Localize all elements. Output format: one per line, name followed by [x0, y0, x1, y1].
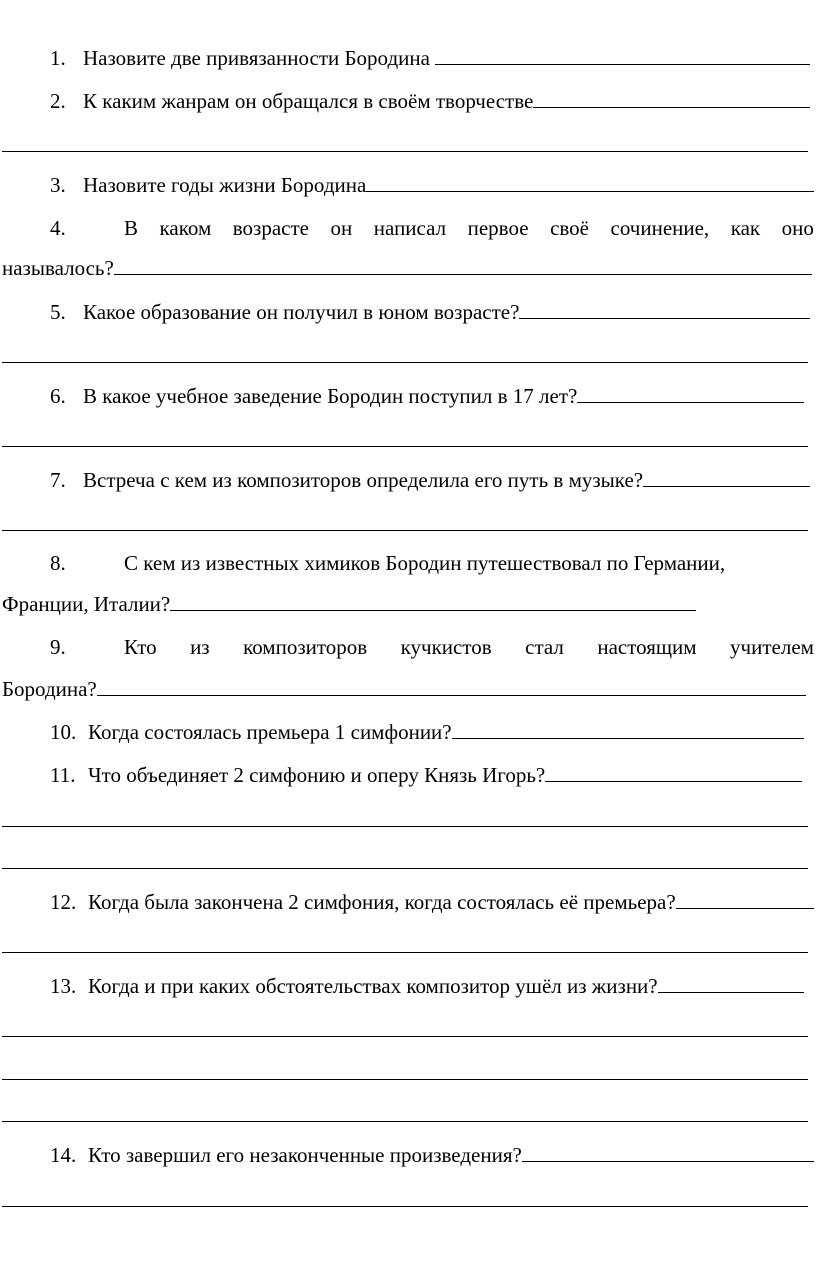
question-9-continued [0, 669, 816, 709]
question-text: К каким жанрам он обращался в своём творчестве [83, 89, 534, 113]
question-number: 6. [50, 384, 66, 408]
answer-field[interactable] [435, 38, 810, 65]
question-text: Встреча с кем из композиторов определила его путь в музыке? [83, 468, 644, 492]
question-2 [0, 81, 816, 121]
answer-field[interactable] [577, 376, 804, 403]
answer-line[interactable] [2, 530, 808, 531]
question-8-continued [0, 584, 816, 624]
question-number: 7. [50, 468, 66, 492]
answer-field[interactable] [114, 248, 812, 275]
question-12 [0, 882, 816, 922]
answer-field[interactable] [545, 755, 802, 782]
question-1 [0, 38, 816, 78]
answer-line[interactable] [2, 952, 808, 953]
question-10 [0, 712, 816, 752]
question-13 [0, 966, 816, 1006]
question-number: 14. [50, 1143, 77, 1167]
question-text: С кем из известных химиков Бородин путешествовал по Германии, [124, 551, 726, 575]
question-number: 9. [50, 635, 66, 659]
answer-line[interactable] [2, 1079, 808, 1080]
question-text: В каком возрасте он написал первое своё сочинение, как оно [124, 216, 814, 240]
answer-line[interactable] [2, 362, 808, 363]
answer-field[interactable] [519, 292, 810, 319]
question-4 [0, 208, 816, 248]
question-text: Какое образование он получил в юном возрасте? [83, 300, 520, 324]
question-number: 8. [50, 551, 66, 575]
answer-field[interactable] [643, 460, 810, 487]
question-text: Когда была закончена 2 симфония, когда состоялась её премьера? [88, 890, 676, 914]
question-text: В какое учебное заведение Бородин поступил в 17 лет? [83, 384, 578, 408]
answer-line[interactable] [2, 1036, 808, 1037]
question-number: 2. [50, 89, 66, 113]
answer-field[interactable] [97, 669, 806, 696]
answer-line[interactable] [2, 446, 808, 447]
answer-field[interactable] [452, 712, 804, 739]
question-5 [0, 292, 816, 332]
answer-field[interactable] [533, 81, 810, 108]
answer-line[interactable] [2, 1121, 808, 1122]
question-text-continued: называлось? [2, 256, 114, 280]
question-14 [0, 1135, 816, 1175]
question-text: Что объединяет 2 симфонию и оперу Князь Игорь? [88, 763, 546, 787]
question-number: 13. [50, 974, 77, 998]
question-number: 4. [50, 216, 66, 240]
question-11 [0, 755, 816, 795]
answer-field[interactable] [522, 1135, 814, 1162]
question-4-continued [0, 248, 816, 288]
question-9 [0, 627, 816, 667]
question-7 [0, 460, 816, 500]
answer-field[interactable] [366, 165, 814, 192]
question-6 [0, 376, 816, 416]
question-8 [0, 543, 816, 583]
answer-field[interactable] [676, 882, 814, 909]
answer-line[interactable] [2, 868, 808, 869]
answer-line[interactable] [2, 1206, 808, 1207]
question-text: Назовите годы жизни Бородина [83, 173, 367, 197]
question-number: 11. [50, 763, 76, 787]
question-text-continued: Бородина? [2, 677, 97, 701]
answer-field[interactable] [170, 584, 696, 611]
question-text-continued: Франции, Италии? [2, 592, 171, 616]
question-number: 5. [50, 300, 66, 324]
question-number: 1. [50, 46, 66, 70]
answer-field[interactable] [658, 966, 804, 993]
question-text: Назовите две привязанности Бородина [83, 46, 436, 70]
question-text: Кто из композиторов кучкистов стал настоящим учителем [124, 635, 814, 659]
question-text: Когда и при каких обстоятельствах композитор ушёл из жизни? [88, 974, 658, 998]
answer-line[interactable] [2, 826, 808, 827]
question-number: 12. [50, 890, 77, 914]
question-text: Кто завершил его незаконченные произведения? [88, 1143, 522, 1167]
question-text: Когда состоялась премьера 1 симфонии? [88, 720, 452, 744]
question-3 [0, 165, 816, 205]
question-number: 10. [50, 720, 77, 744]
question-number: 3. [50, 173, 66, 197]
answer-line[interactable] [2, 151, 808, 152]
